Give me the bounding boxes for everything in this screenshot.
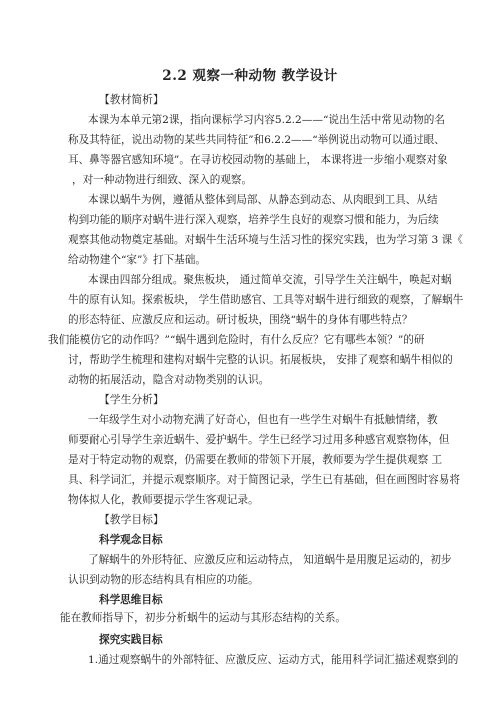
- paragraph-line: 称及其特征，说出动物的某些共同特征”和6.2.2——“举例说出动物可以通过眼、: [68, 134, 445, 146]
- paragraph-line: 是对于特定动物的观察，仍需要在教师的带领下开展，教师要为学生提供观察 工: [68, 454, 443, 466]
- paragraph-line: 观察其他动物奠定基础。对蜗牛生活环境与生活习性的探究实践，也为学习第 3 课《: [68, 234, 463, 246]
- section-heading-textbook-analysis: 【教材简析】: [99, 93, 164, 106]
- section-heading-student-analysis: 【学生分析】: [99, 393, 164, 406]
- paragraph-line: 认识到动物的形态结构具有相应的功能。: [68, 574, 259, 586]
- paragraph-line: 了解蜗牛的外形特征、应激反应和运动特点， 知道蜗牛是用腹足运动的，初步: [88, 554, 452, 566]
- paragraph-line: 本课以蜗牛为例，遵循从整体到局部、从静态到动态、从肉眼到工具、从结: [88, 194, 438, 206]
- paragraph-line: 本课为本单元第2课，指向课标学习内容5.2.2——“说出生活中常见动物的名: [88, 114, 445, 126]
- subheading-science-thinking: 科学思维目标: [99, 594, 163, 606]
- document-title: 2.2 观察一种动物 教学设计: [162, 68, 338, 84]
- subheading-science-concept: 科学观念目标: [99, 534, 163, 546]
- paragraph-line: 构到功能的顺序对蜗牛进行深入观察，培养学生良好的观察习惯和能力，为后续: [68, 214, 439, 226]
- paragraph-line: 耳、鼻等器官感知环境”。在寻访校园动物的基础上， 本课将进一步缩小观察对象: [68, 154, 448, 166]
- paragraph-line: 本课由四部分组成。聚焦板块， 通过简单交流，引导学生关注蜗牛，唤起对蜗: [88, 274, 452, 286]
- paragraph-line: 牛的原有认知。探索板块， 学生借助感官、工具等对蜗牛进行细致的观察，了解蜗牛: [68, 294, 464, 306]
- paragraph-line: 动物的拓展活动，隐含对动物类别的认识。: [68, 374, 270, 386]
- paragraph-line: ，对一种动物进行细致、深入的观察。: [72, 174, 253, 186]
- paragraph-line: 讨，帮助学生梳理和建构对蜗牛完整的认识。拓展板块， 安排了观察和蜗牛相似的: [68, 354, 453, 366]
- paragraph-line: 1.通过观察蜗牛的外部特征、应激反应、运动方式，能用科学词汇描述观察到的: [88, 654, 459, 666]
- paragraph-line: 师要耐心引导学生亲近蜗牛、爱护蜗牛。学生已经学习过用多种感官观察物体，但: [68, 434, 450, 446]
- paragraph-line: 物体拟人化，教师要提示学生客观记录。: [68, 494, 259, 506]
- section-heading-teaching-goals: 【教学目标】: [99, 513, 164, 526]
- paragraph-line: 给动物建个“家”》打下基础。: [68, 254, 206, 266]
- paragraph-line: 一年级学生对小动物充满了好奇心，但也有一些学生对蜗牛有抵触情绪，教: [88, 414, 438, 426]
- paragraph-line: 的形态特征、应激反应和运动。研讨板块，围绕“蜗牛的身体有哪些特点？: [68, 314, 413, 326]
- paragraph-line: 能在教师指导下，初步分析蜗牛的运动与其形态结构的关系。: [60, 612, 347, 624]
- paragraph-line: 我们能模仿它的动作吗？”“蜗牛遇到危险时，有什么反应？它有哪些本领？”的研: [48, 334, 425, 346]
- paragraph-line: 具、科学词汇，并提示观察顺序。对于简图记录，学生已有基础，但在画图时容易将: [68, 474, 460, 486]
- subheading-inquiry-practice: 探究实践目标: [99, 634, 163, 646]
